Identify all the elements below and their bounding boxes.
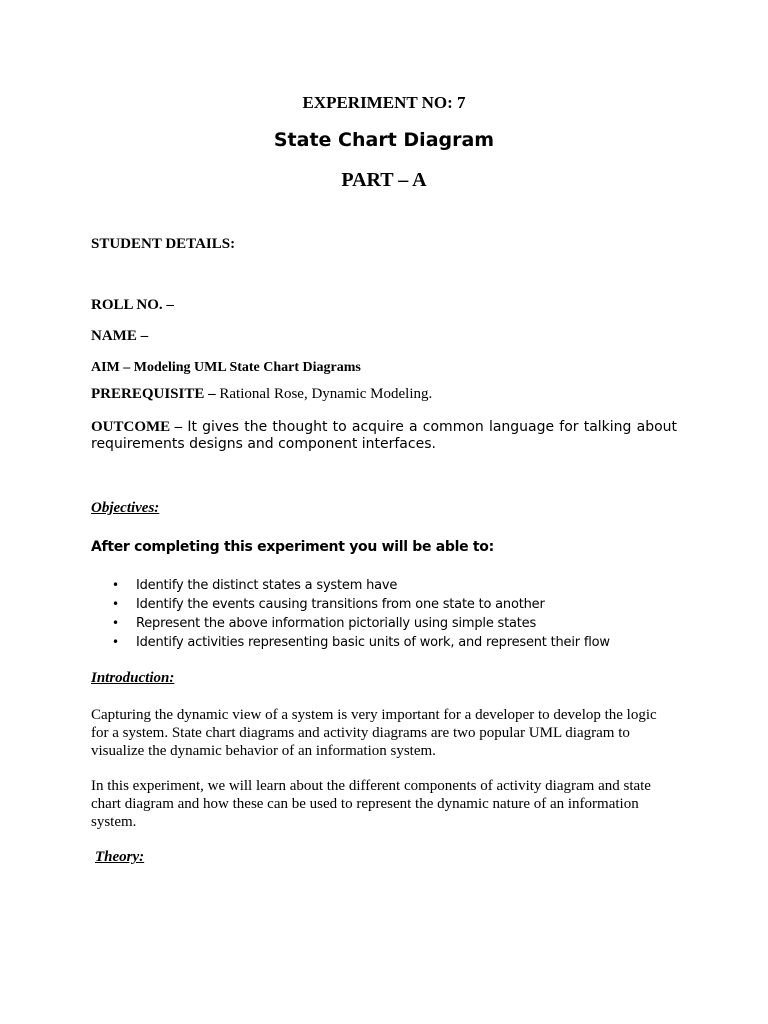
objectives-heading: Objectives: [91,500,160,516]
theory-heading: Theory: [95,849,145,865]
outcome-paragraph [91,419,677,453]
objectives-list [112,576,712,652]
objective-text: Identify the distinct states a system have [136,578,398,593]
objective-text: Represent the above information pictorially using simple states [136,616,537,631]
student-details-label: STUDENT DETAILS: [91,236,236,252]
outcome-label: OUTCOME – [91,419,183,435]
prerequisite-label: PREREQUISITE – [91,386,216,402]
outcome-value: It gives the thought to acquire a common language for talking about requirements designs and component interfaces. [91,419,678,452]
introduction-paragraph-2: In this experiment, we will learn about the different components of activity diagram and state chart diagram and how these can be used to represent the dynamic nature of an information system. [91,778,651,830]
prerequisite-value: Rational Rose, Dynamic Modeling. [215,386,433,402]
aim-line: AIM – Modeling UML State Chart Diagrams [91,360,361,375]
list-item [112,614,712,633]
bullet-icon: • [112,578,119,592]
objective-text: Identify the events causing transitions from one state to another [136,597,545,612]
objectives-lead: After completing this experiment you will be able to: [91,539,494,555]
name-label: NAME – [91,328,149,344]
roll-no-label: ROLL NO. – [91,297,174,313]
bullet-icon: • [112,635,119,649]
list-item [112,595,712,614]
introduction-paragraph-1: Capturing the dynamic view of a system is very important for a developer to develop the logic for a system. State chart diagrams and activity diagrams are two popular UML diagram to visualize the dynamic behavior of an information system. [91,707,657,759]
list-item [112,576,712,595]
introduction-heading: Introduction: [91,670,175,686]
list-item [112,633,712,652]
experiment-title: EXPERIMENT NO: 7 [302,93,466,112]
part-title: PART – A [341,169,427,191]
objective-text: Identify activities representing basic units of work, and represent their flow [136,635,610,650]
bullet-icon: • [112,597,119,611]
bullet-icon: • [112,616,119,630]
prerequisite-line [91,386,432,403]
topic-title: State Chart Diagram [273,129,495,151]
